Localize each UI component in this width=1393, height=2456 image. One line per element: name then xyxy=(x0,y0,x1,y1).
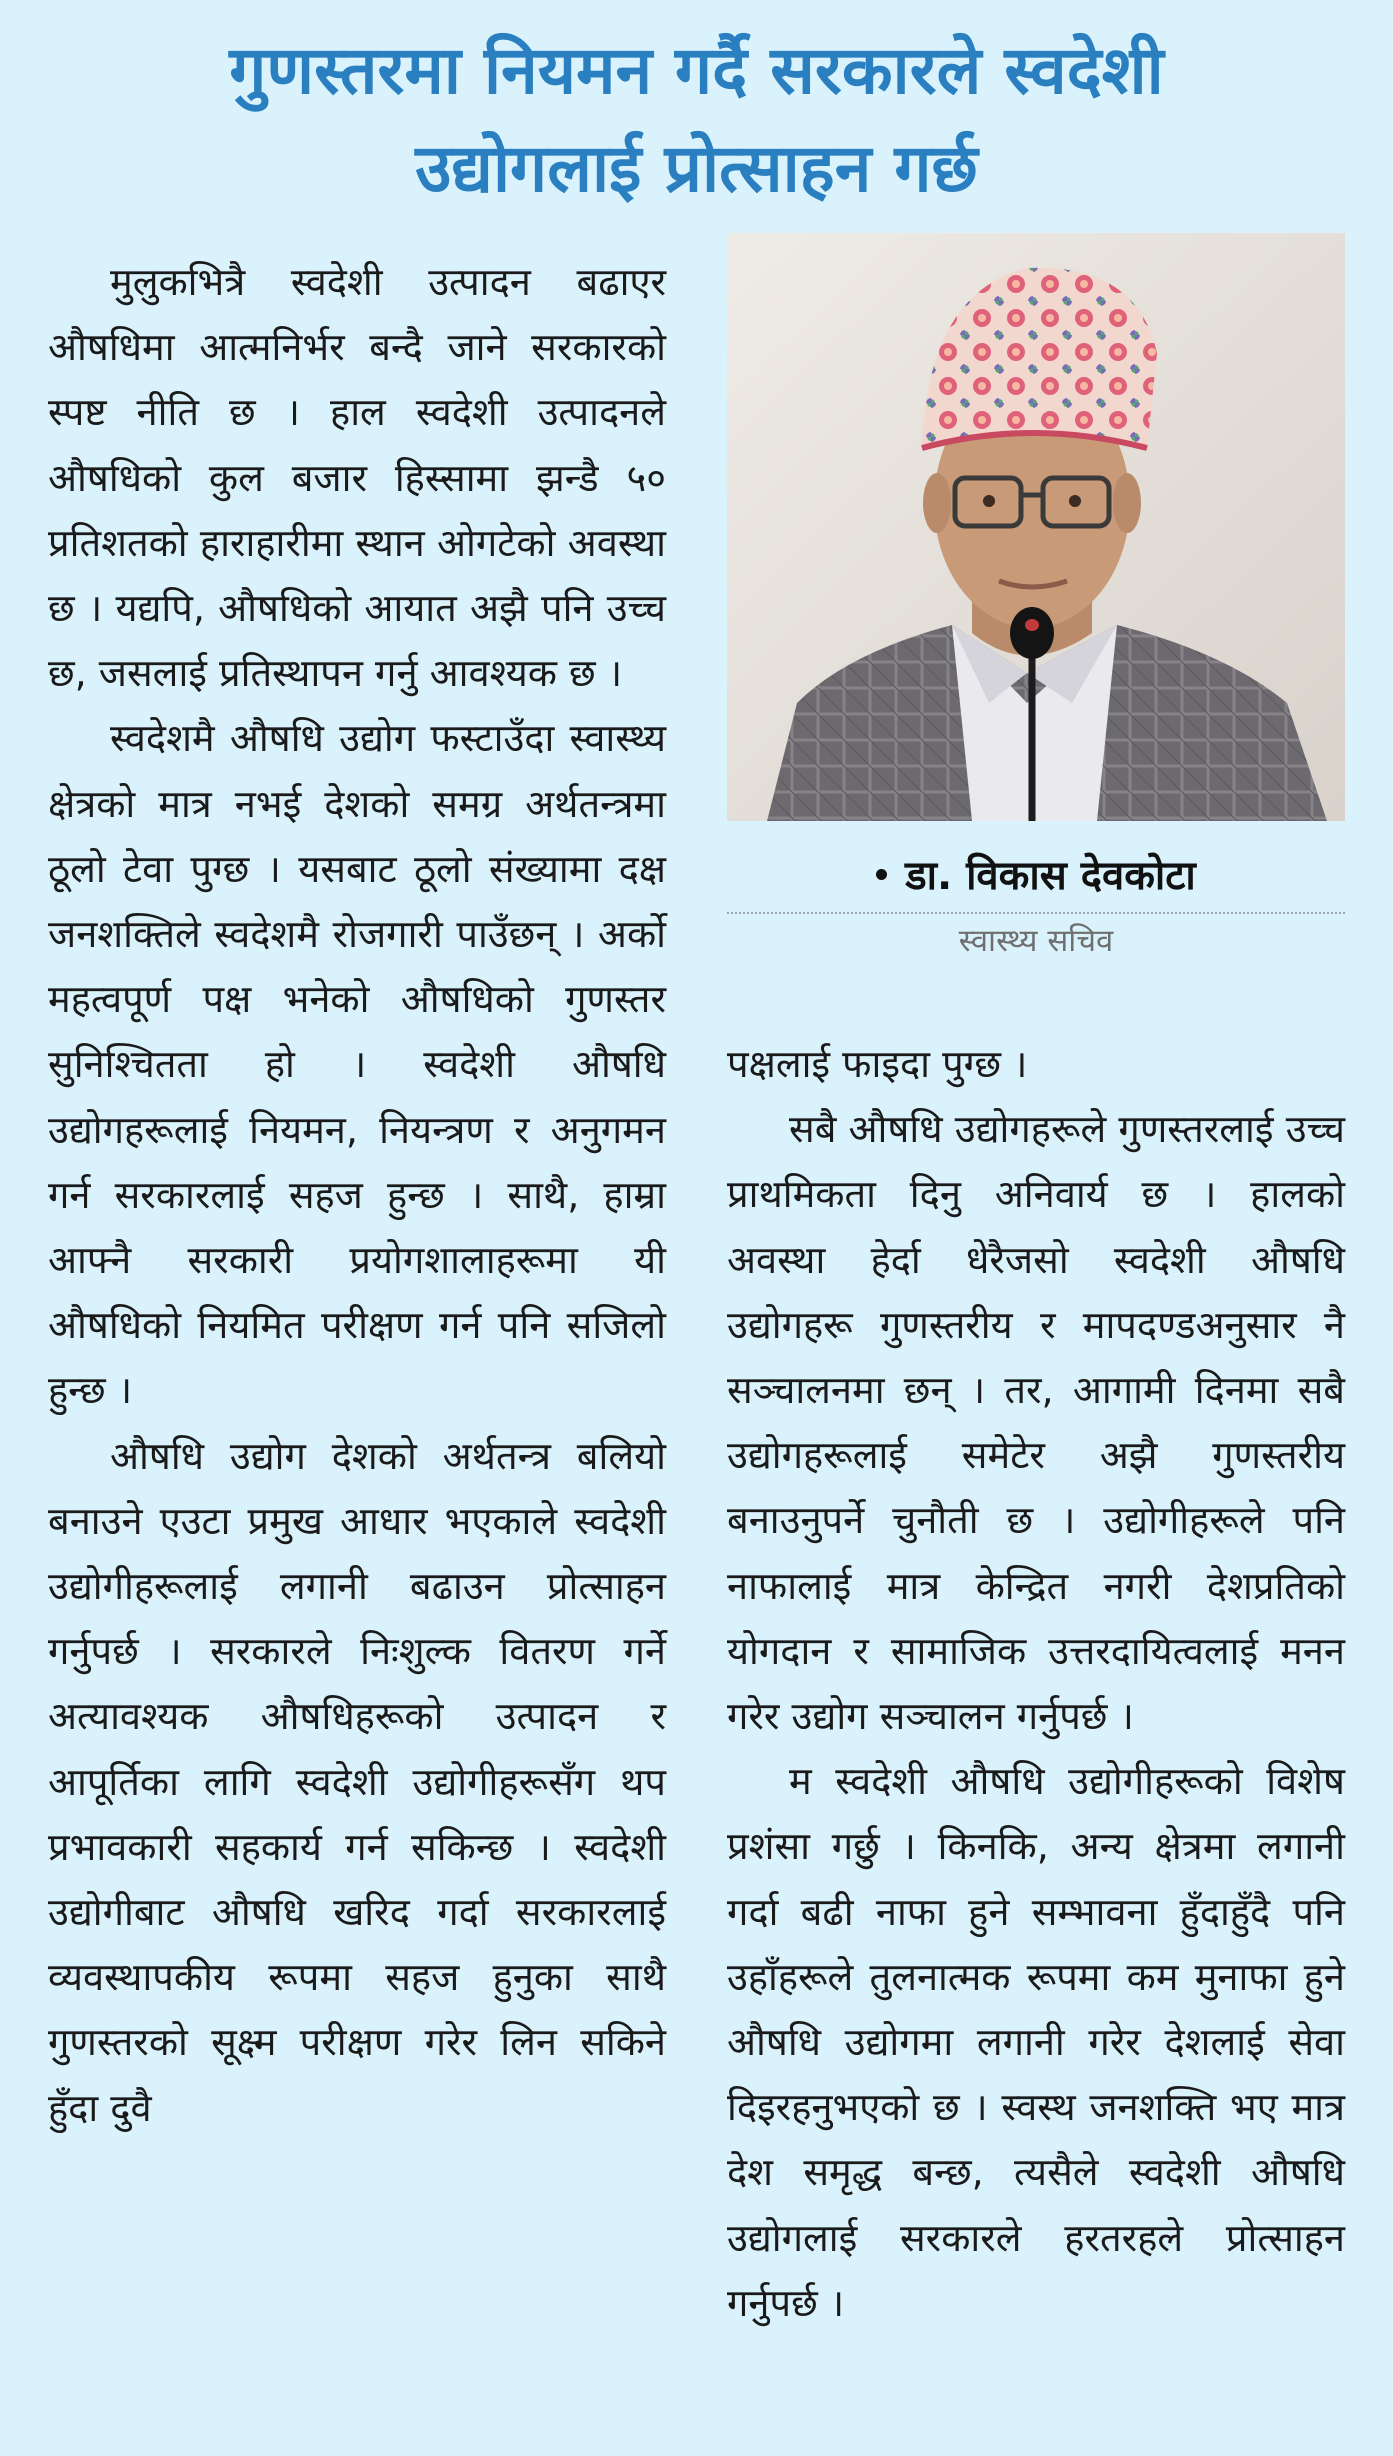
photo-caption xyxy=(727,850,1345,966)
headline-line-2: उद्योगलाई प्रोत्साहन गर्छ xyxy=(415,130,978,207)
headline-line-1: गुणस्तरमा नियमन गर्दै सरकारले स्वदेशी xyxy=(229,32,1164,109)
caption-name-row xyxy=(727,850,1345,902)
caption-role: स्वास्थ्य सचिव xyxy=(958,923,1114,959)
article-paragraph: सबै औषधि उद्योगहरूले गुणस्तरलाई उच्च प्राथमिकता दिनु अनिवार्य छ । हालको अवस्था हेर्दा धेरैजसो स्वदेशी औषधि उद्योगहरू गुणस्तरीय र मापदण्डअनुसार नै सञ्चालनमा छन् । तर, आगामी दिनमा सबै उद्योगहरूलाई समेटेर अझै गुणस्तरीय बनाउनुपर्ने चुनौती छ । उद्योगीहरूले पनि नाफालाई मात्र केन्द्रित नगरी देशप्रतिको योगदान र सामाजिक उत्तरदायित्वलाई मनन गरेर उद्योग सञ्चालन गर्नुपर्छ । xyxy=(727,1107,1345,1739)
portrait-photo xyxy=(727,233,1345,821)
headline xyxy=(40,22,1353,218)
article-paragraph: औषधि उद्योग देशको अर्थतन्त्र बलियो बनाउने एउटा प्रमुख आधार भएकाले स्वदेशी उद्योगीहरूलाई लगानी बढाउन प्रोत्साहन गर्नुपर्छ । सरकारले निःशुल्क वितरण गर्ने अत्यावश्यक औषधिहरूको उत्पादन र आपूर्तिका लागि स्वदेशी उद्योगीहरूसँग थप प्रभावकारी सहकार्य गर्न सकिन्छ । स्वदेशी उद्योगीबाट औषधि खरिद गर्दा सरकारलाई व्यवस्थापकीय रूपमा सहज हुनुका साथै गुणस्तरको सूक्ष्म परीक्षण गरेर लिन सकिने हुँदा दुवै xyxy=(48,1433,666,2130)
right-column xyxy=(727,1032,1345,2336)
article-paragraph: मुलुकभित्रै स्वदेशी उत्पादन बढाएर औषधिमा आत्मनिर्भर बन्दै जाने सरकारको स्पष्ट नीति छ । हाल स्वदेशी उत्पादनले औषधिको कुल बजार हिस्सामा झन्डै ५० प्रतिशतको हाराहारीमा स्थान ओगटेको अवस्था छ । यद्यपि, औषधिको आयात अझै पनि उच्च छ, जसलाई प्रतिस्थापन गर्नु आवश्यक छ । xyxy=(48,260,666,696)
bullet-icon xyxy=(876,869,887,880)
caption-name: डा. विकास देवकोटा xyxy=(905,853,1196,899)
left-column xyxy=(48,250,666,2141)
article-paragraph: स्वदेशमै औषधि उद्योग फस्टाउँदा स्वास्थ्य क्षेत्रको मात्र नभई देशको समग्र अर्थतन्त्रमा ठूलो टेवा पुग्छ । यसबाट ठूलो संख्यामा दक्ष जनशक्तिले स्वदेशमै रोजगारी पाउँछन् । अर्को महत्वपूर्ण पक्ष भनेको औषधिको गुणस्तर सुनिश्चितता हो । स्वदेशी औषधि उद्योगहरूलाई नियमन, नियन्त्रण र अनुगमन गर्न सरकारलाई सहज हुन्छ । साथै, हाम्रा आफ्नै सरकारी प्रयोगशालाहरूमा यी औषधिको नियमित परीक्षण गर्न पनि सजिलो हुन्छ । xyxy=(48,716,666,1413)
article-paragraph-continuation: पक्षलाई फाइदा पुग्छ । xyxy=(727,1042,1028,1086)
caption-divider xyxy=(727,912,1345,914)
article-paragraph: म स्वदेशी औषधि उद्योगीहरूको विशेष प्रशंसा गर्छु । किनकि, अन्य क्षेत्रमा लगानी गर्दा बढी नाफा हुने सम्भावना हुँदाहुँदै पनि उहाँहरूले तुलनात्मक रूपमा कम मुनाफा हुने औषधि उद्योगमा लगानी गरेर देशलाई सेवा दिइरहनुभएको छ । स्वस्थ जनशक्ति भए मात्र देश समृद्ध बन्छ, त्यसैले स्वदेशी औषधि उद्योगलाई सरकारले हरतरहले प्रोत्साहन गर्नुपर्छ । xyxy=(727,1759,1345,2325)
